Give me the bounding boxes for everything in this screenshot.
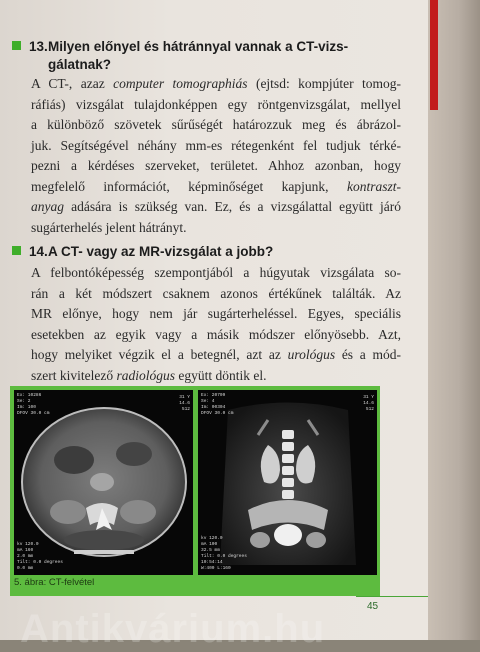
- green-bullet-icon: [12, 41, 21, 50]
- ct-scan-coronal: [198, 390, 377, 575]
- text-segment: A CT-, azaz: [31, 76, 114, 91]
- text-line: [31, 263, 401, 284]
- text-line: [31, 95, 401, 116]
- text-line: [31, 325, 401, 346]
- text-line: [31, 366, 401, 387]
- text-line: [31, 74, 401, 95]
- text-segment: hogy melyiket végzik el a betegnél, azt az: [31, 347, 288, 362]
- text-segment: juk. Segítségével néhány mm-es rétegenként fel tudjuk térké-: [31, 137, 401, 153]
- text-line: [31, 136, 401, 157]
- question-title-continued: gálatnak?: [48, 57, 112, 72]
- watermark: Antikvárium.hu: [20, 607, 326, 651]
- question-14: [12, 243, 401, 386]
- question-number: 13.: [29, 39, 48, 54]
- text-line: [31, 115, 401, 136]
- text-line: [31, 218, 401, 239]
- scan-meta-top-right: 31 Y 14.6 512: [363, 395, 374, 412]
- text-line: [31, 345, 401, 366]
- text-segment: és a mód-: [335, 347, 402, 362]
- figure-caption: 5. ábra: CT-felvétel: [14, 577, 95, 588]
- italic-term: radiológus: [116, 367, 175, 383]
- text-segment: adására is szükség van. Ez, és a vizsgálattal együtt járó: [64, 199, 401, 214]
- scan-meta-bottom-left: kv 120.0 mA 160 2.0 mm Tilt: 0.0 degrees 0.0 mm: [17, 542, 63, 571]
- scan-meta-top-right: 31 Y 14.6 512: [179, 395, 190, 412]
- text-segment: MR előnye, hogy nem jár sugárterheléssel. Egyes, speciális: [31, 306, 401, 321]
- green-bullet-icon: [12, 246, 21, 255]
- italic-term: kontraszt-: [347, 178, 401, 194]
- red-bookmark-tab: [430, 0, 438, 110]
- text-segment: sugárterhelés jelent hátrányt.: [31, 219, 187, 235]
- text-line: [31, 284, 401, 305]
- ct-scan-axial: [14, 390, 193, 575]
- question-title: A CT- vagy az MR-vizsgálat a jobb?: [48, 244, 274, 259]
- text-segment: együtt döntik el.: [174, 367, 267, 383]
- footer-rule: [356, 596, 428, 597]
- text-segment: rán a két módszert csaknem azonos értékűnek találták. Az: [31, 285, 401, 301]
- text-line: [31, 156, 401, 177]
- text-segment: esetekben az egyik vagy a másik módszer előnyösebb. Azt,: [31, 326, 401, 342]
- question-14-body: [12, 263, 401, 386]
- question-14-heading: [12, 243, 401, 261]
- page-number: 45: [367, 601, 379, 612]
- text-segment: megfelelő információt, képminőséget kapjunk,: [31, 178, 347, 194]
- question-13-body: [12, 74, 401, 238]
- text-segment: ráfiás) vizsgálat tulajdonképpen egy röntgenvizsgálat, mellyel: [31, 96, 401, 112]
- question-13-heading: [12, 38, 401, 56]
- question-13: [12, 38, 401, 238]
- text-line: [31, 177, 401, 198]
- text-segment: pezni a kérdéses szerveket, területet. Ahhoz azonban, hogy: [31, 158, 401, 173]
- text-segment: (ejtsd: kompjúter tomog-: [247, 76, 402, 91]
- scan-meta-bottom-left: kv 120.0 mA 100 32.5 mm Tilt: 0.0 degrees 10:54:14 W:400 L:160: [201, 536, 247, 571]
- scan-meta-top-left: Ex: 10286 Se: 2 Im: 100 DFOV 30.0 cm: [17, 393, 50, 416]
- ct-figure: [10, 386, 380, 596]
- italic-term: anyag: [31, 199, 64, 214]
- italic-term: urológus: [287, 347, 336, 362]
- text-segment: A felbontóképesség szempontjából a húgyutak vizsgálata so-: [31, 265, 401, 280]
- text-segment: szert kivitelező: [31, 367, 117, 383]
- text-segment: a különböző szövetek sűrűségét határozzuk meg és ábrázol-: [31, 117, 401, 132]
- italic-term: computer tomographiás: [113, 76, 248, 91]
- text-line: [31, 304, 401, 325]
- question-number: 14.: [29, 244, 48, 259]
- text-line: [31, 197, 401, 218]
- question-title: Milyen előnyel és hátránnyal vannak a CT-vizs-: [48, 39, 349, 54]
- scan-meta-top-left: Ex: 20709 Se: 4 Im: 00304 DFOV 30.0 cm: [201, 393, 234, 416]
